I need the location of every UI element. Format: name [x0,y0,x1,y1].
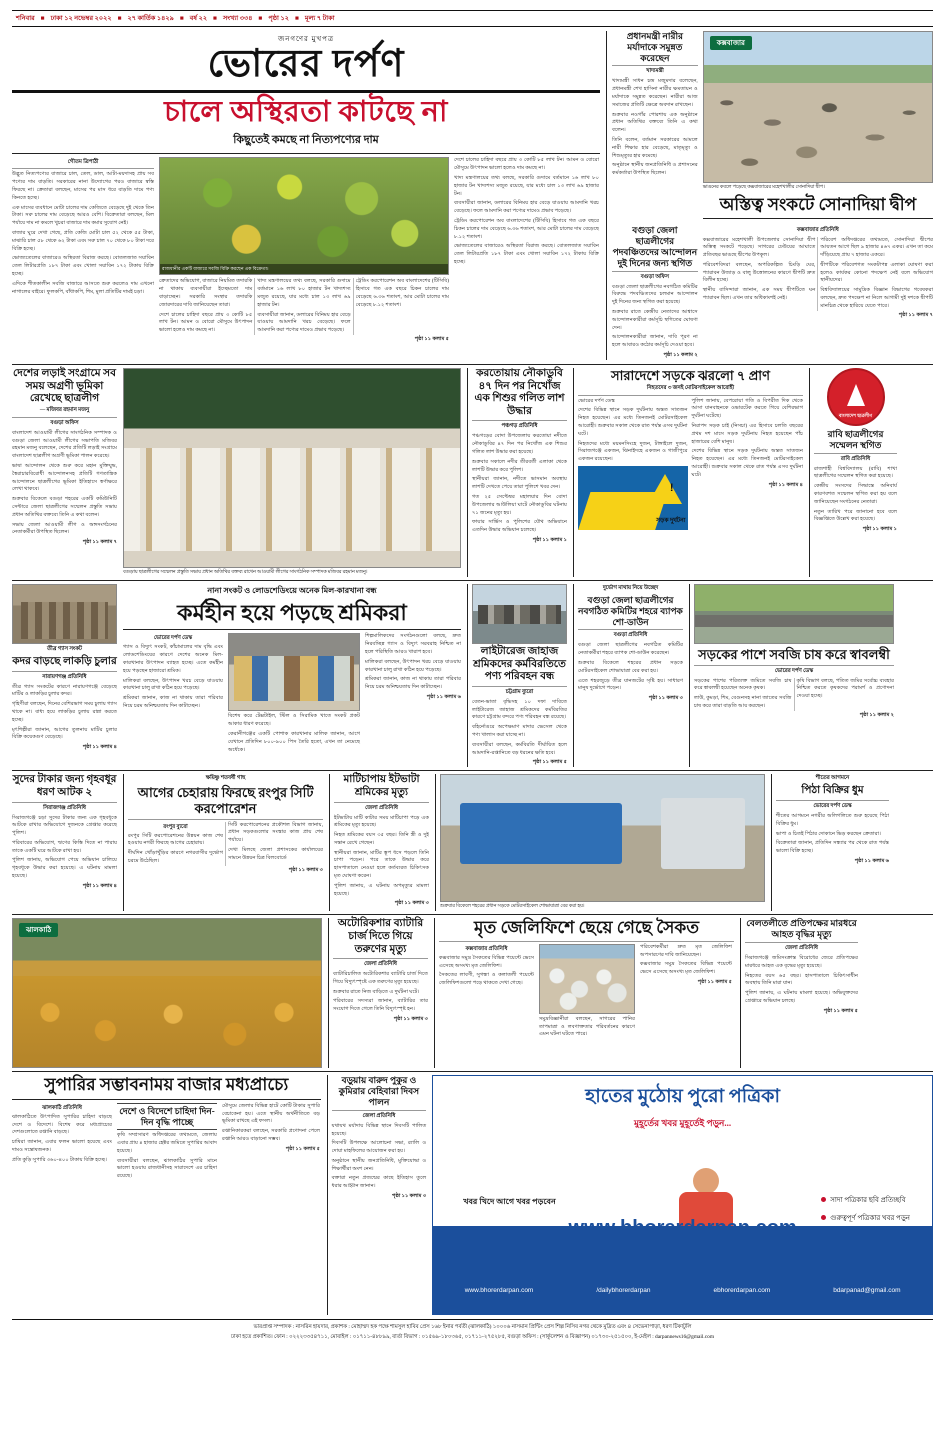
roadside-veg-jump: পৃষ্ঠা ১১ কলাম ২ [859,711,894,718]
paragraph: অনুষ্ঠানে স্থানীয় জনপ্রতিনিধি ও প্রশাসনের কর্মকর্তারা উপস্থিত ছিলেন। [612,162,698,177]
workers-byline: ভোরের দর্পণ ডেস্ক [153,635,193,642]
lead2-photo [123,368,461,568]
masthead-price: মূল্য ৭ টাকা [304,15,335,22]
bogura-headline: বগুড়া জেলা ছাত্রলীগের নবগঠিত কমিটির শহরে ব্যাপক শো-ডাউন [578,594,683,627]
supari-subhead: দেশে ও বিদেশে চাহিদা দিন-দিন বৃদ্ধি পাচ্ছে [117,1103,217,1131]
rangpur-byline: রংপুর ব্যুরো [163,823,188,830]
sonadia-byline: কক্সবাজার প্রতিনিধি [796,227,839,234]
supari-body1 [12,1103,112,1183]
paragraph: শুক্রবার বিকেলে শহরের প্রধান সড়কে মোটরসাইকেল শোভাযাত্রা বের করা হয়। [578,659,683,674]
paragraph: গ্যাস ও বিদ্যুৎ সংকট, কাঁচামালের দাম বৃদ্ধি এবং লোডশেডিংয়ের কারণে দেশের অনেক মিল-কারখানার উৎপাদন ব্যাহত হচ্ছে। এতে কর্মহীন হয়ে পড়ছেন হাজারো শ্রমিক। [123,644,223,674]
rangpur-body [128,822,323,867]
lead2-headline: দেশের লড়াই সংগ্রামে সব সময় অগ্রণী ভূমিকা রেখেছে ছাত্রলীগ [13,367,116,405]
roadside-veg-byline: ভোরের দর্পণ ডেস্ক [774,667,814,674]
road-deaths-headline: সারাদেশে সড়কে ঝরলো ৭ প্রাণ [611,367,770,383]
lead-body-col3 [454,157,599,344]
lead-body-col1 [12,157,154,344]
paragraph: স্থানীয়রা জানান, নদীতে ভাসমান অবস্থায় লাশটি দেখতে পেয়ে তারা পুলিশে খবর দেন। [472,476,567,491]
jellyfish-photo [539,944,635,1014]
clay-stove-photo [12,584,117,644]
badge-label: বাংলাদেশ ছাত্রলীগ [838,412,873,418]
paragraph: কেরানীগঞ্জের একটি পোশাক কারখানার মালিক জানান, আগে যেখানে প্রতিদিন ৮০০-৯০০ পিস তৈরি হতো, এখন তা নেমেছে অর্ধেকে। [228,730,360,753]
paragraph: সিটি করপোরেশনের প্রকৌশল বিভাগ জানায়, প্রধান সড়কগুলোর সংস্কার কাজ প্রায় শেষ পর্যায়ে। [228,821,323,844]
paragraph: রপ্তানিকারকরা বলছেন, সরকারি প্রণোদনা পেলে রপ্তানি আরও বাড়ানো সম্ভব। [222,1128,320,1142]
paragraph: বিক্রেতারা জানান, প্রতিদিন সন্ধ্যার পর থেকে রাত পর্যন্ত ভালো বিক্রি হচ্ছে। [776,840,889,855]
supari-body3 [222,1103,320,1183]
lead-body-col2 [159,278,449,335]
promo-title: হাতের মুঠোয় পুরো পত্রিকা [585,1086,780,1108]
promo-bullet-2: গুরুত্বপূর্ণ পত্রিকার খবর পড়ুন [830,1214,910,1223]
korotoa-jump: পৃষ্ঠা ১১ কলাম ১ [532,536,567,543]
beltola-jump: পৃষ্ঠা ১১ কলাম ৫ [823,1007,858,1014]
beltola-byline: জেলা প্রতিনিধি [785,944,818,951]
paragraph: রংপুর সিটি করপোরেশনের উন্নয়ন কাজ শেষ হওয়ায় নগরী ফিরছে আগের চেহারায়। [128,832,223,847]
treeday-jump: পৃষ্ঠা ১১ কলাম ৩ [391,1193,427,1200]
paragraph: কক্সবাজারের মহেশখালী উপজেলার সোনাদিয়া দ্বীপ অস্তিত্ব সংকটে পড়েছে। সাগরের ঢেউয়ের আঘাতে প্রতিবছর ভাঙছে দ্বীপের উপকূল। [702,236,816,259]
paragraph: পঞ্চগড়ের বোদা উপজেলায় করতোয়া নদীতে নৌকাডুবির ৪৭ দিন পর নিখোঁজ এক শিশুর গলিত লাশ উদ্ধার করা হয়েছে। [472,433,567,455]
lead2-jump: পৃষ্ঠা ১১ কলাম ৭ [82,539,117,546]
workers-kicker: নানা সংকট ও লোডশেডিংয়ে অনেক মিল-কারখানা বন্ধ [207,585,377,595]
paragraph: পরিবারের অভিযোগ, ঋণের কিস্তি দিতে না পারায় তাকে একটি ঘরে আটকে রাখা হয়। [12,839,117,854]
promo-links[interactable] [433,1287,932,1294]
paragraph: প্রতি কুড়ি সুপারি ৩৬০-৪০০ টাকায় বিক্রি হচ্ছে। [12,1156,107,1163]
paragraph: বগুড়া জেলা ছাত্রলীগের নবগঠিত কমিটির বিরুদ্ধে পদবঞ্চিতদের চলমান আন্দোলন দুই দিনের জন্য স্থগিত করা হয়েছে। [612,283,698,306]
masthead-date-bn: ঢাকা ১২ নভেম্বর ২০২২ [50,15,112,22]
paragraph: এক মাসের ব্যবধানে মোটা চালের দাম কেজিতে বেড়েছে দুই থেকে তিন টাকা। সরু চালের দাম বেড়েছে আরও বেশি। বিক্রেতারা বলছেন, মিল পর্যায়ে দাম না কমলে খুচরা বাজারে দাম কমার সুযোগ নেই। [12,204,154,227]
paragraph: গৃহিণীরা বলছেন, দিনের বেশিরভাগ সময় চুলায় গ্যাস থাকে না। বাধ্য হয়ে লাকড়ির চুলায় রান্না করতে হচ্ছে। [12,701,117,723]
paragraph: বক্তারা নতুন প্রজন্মের কাছে ইতিহাস তুলে ধরার আহ্বান জানান। [331,1175,427,1190]
paragraph: দেশের বিভিন্ন স্থানে সড়ক দুর্ঘটনায় অন্তত সাতজন নিহত হয়েছেন। এর মধ্যে তিনজনই মোটরসাইকেল আরোহী। শুক্রবার সকাল থেকে রাত পর্যন্ত এসব দুর্ঘটনা ঘটে। [578,407,688,437]
masthead-pages: পৃষ্ঠা ১২ [268,15,289,22]
rangpur-jump: পৃষ্ঠা ১১ কলাম ৩ [288,867,323,874]
paragraph: দিবসটি উপলক্ষে আলোচনা সভা, র‍্যালি ও দোয়া মাহফিলের আয়োজন করা হয়। [331,1140,427,1155]
paragraph: শ্রমিকরা জানান, কাজ না থাকায় তারা পরিবার নিয়ে চরম অনিশ্চয়তায় দিন কাটাচ্ছেন। [365,676,461,691]
rabi-jump: পৃষ্ঠা ১১ কলাম ১ [862,526,897,533]
workers-body2 [228,713,360,754]
paragraph: স্থানীয়রা জানান, মাটির স্তূপ ধসে পড়লে তিনি চাপা পড়েন। পরে তাকে উদ্ধার করে হাসপাতালে নেওয়া হলে কর্তব্যরত চিকিৎসক মৃত ঘোষণা করেন। [334,849,429,880]
paragraph: ভোজ্যতেলের বাজারেও অস্থিরতা বিরাজ করছে। বোতলজাত সয়াবিন তেল লিটারপ্রতি ১৮৭ টাকা এবং খোলা সয়াবিন ১৭২ টাকায় বিক্রি হচ্ছে। [12,255,154,278]
paragraph: নিহতদের মধ্যে ময়মনসিংহে দুজন, টাঙ্গাইলে দুজন, সিরাজগঞ্জে একজন, ঝিনাইদহে একজন ও গাজীপুরে একজন রয়েছেন। [578,440,688,463]
paragraph: মৃৎশিল্পীরা জানান, আগের তুলনায় মাটির চুলার বিক্রি কয়েকগুণ বেড়েছে। [12,726,117,741]
jellyfish-body1 [439,944,534,1041]
treeday-body [332,1123,427,1191]
battery-body [333,971,428,1014]
paragraph: যথাযথ মর্যাদায় বিভিন্ন স্থানে দিবসটি পালিত হয়েছে। [331,1122,427,1137]
masthead-logo [12,31,600,87]
road-deaths-body2 [692,398,804,530]
road-accident-graphic: ! সড়ক দুর্ঘটনা [578,466,688,530]
paragraph: কক্সবাজার সমুদ্র সৈকতের বিভিন্ন পয়েন্টে ভেসে এসেছে অসংখ্য মৃত জেলিফিশ। [640,961,732,976]
gas-crisis-byline: নারায়ণগঞ্জ প্রতিনিধি [42,673,87,680]
paragraph: শুক্রবার রাতে নিজ বাড়িতে এ দুর্ঘটনা ঘটে। [333,988,420,995]
paragraph: ঝালকাঠিতে উৎপাদিত সুপারির চাহিদা বাড়ছে দেশে ও বিদেশে। বিশেষ করে মধ্যপ্রাচ্যের দেশগুলোতে রপ্তানি বাড়ছে। [12,1113,112,1136]
winter-snacks-byline: ভোরের দর্পণ ডেস্ক [813,802,852,809]
lead2-body [12,430,117,537]
lead-byline: গৌতম ত্রিপাঠী [67,159,99,166]
treeday-headline: বড়ুয়ায় বারুদ পুকুর ও কুমিরার বেহিবারা দিবস পালন [338,1075,420,1107]
supari-jump: পৃষ্ঠা ১১ কলাম ৫ [285,1145,320,1152]
bus-accident-caption: শুক্রবার বিকেলে শহরের প্রধান সড়কে মোটরসাইকেল শোভাযাত্রা বের করা হয়। [440,904,585,910]
bogura-jump: পৃষ্ঠা ১১ কলাম ৩ [648,695,683,702]
rabi-headline: রাবি ছাত্রলীগের সম্মেলন স্থগিত [827,428,884,450]
paragraph: লাউ, কুমড়া, শিম, বেগুনসহ নানা জাতের সবজি চাষ করে তারা বাড়তি আয় করছেন। [694,695,792,709]
promo-advertisement[interactable] [432,1075,933,1315]
paragraph: এতে শহরজুড়ে তীব্র যানজটের সৃষ্টি হয়। সাধারণ মানুষ দুর্ভোগে পড়েন। [578,677,683,692]
sep: ■ [117,15,122,22]
paragraph: ভোজ্যতেলের বাজারেও অস্থিরতা বিরাজ করছে। বোতলজাত সয়াবিন তেল লিটারপ্রতি ১৮৭ টাকা এবং খোলা সয়াবিন ১৭২ টাকায় বিক্রি হচ্ছে। [454,243,599,265]
paragraph: সমুদ্রবিজ্ঞানীরা বলছেন, সাগরের পানির তাপমাত্রা ও লবণাক্ততার পরিবর্তনের কারণে এমন ঘটনা ঘটতে পারে। [539,1015,635,1038]
masthead-issue: সংখ্যা ৩৩৪ [222,15,253,22]
chhatraleague-headline: বগুড়া জেলা ছাত্রলীগের পদবঞ্চিতদের আন্দোলন দুই দিনের জন্য স্থগিত [612,225,698,268]
paragraph: শীতের আগমনে নগরীর অলিগলিতে শুরু হয়েছে পিঠা বিক্রির ধুম। [776,812,889,827]
paragraph: ট্রেডিং করপোরেশন অব বাংলাদেশের (টিসিবি) হিসাবে গত এক বছরে চিকন চালের দাম বেড়েছে ৬.৩৬ শতাংশ, আর মোটা চালের দাম বেড়েছে ৮.১২ শতাংশ। [355,278,449,308]
workers-body3 [365,633,461,756]
paragraph: নিহত শ্রমিকের বয়স ৩৫ বছর। তিনি স্ত্রী ও দুই সন্তান রেখে গেছেন। [334,832,429,846]
promo-subtitle: মুহূর্তের খবর মুহূর্তেই পড়ুন... [634,1118,732,1129]
paragraph: শিল্পমালিকদের সংগঠনগুলো বলছে, দ্রুত নিরবচ্ছিন্ন গ্যাস ও বিদ্যুৎ সরবরাহ নিশ্চিত না হলে পরিস্থিতি আরও খারাপ হবে। [365,633,461,655]
paragraph: পরিবারের সদস্যরা জানান, ব্যাটারির তার সংযোগ দিতে গেলে তিনি বিদ্যুৎস্পৃষ্ট হন। [333,998,428,1013]
paragraph: কৃষি সম্প্রসারণ অধিদপ্তরের তথ্যমতে, জেলায় এবার প্রায় ৪ হাজার হেক্টর জমিতে সুপারির আবাদ হয়েছে। [117,1132,217,1154]
workers-body1 [123,633,223,756]
lead2-photo-caption: বগুড়ায় ছাত্রলীগের সম্মেলন প্রস্তুতি সভায় প্রধান অতিথির বক্তব্য রাখেন আওয়ামী লীগের সাংগঠনিক সম্পাদক মজিবর রহমান মজনু। [123,569,368,575]
brickfield-byline: জেলা প্রতিনিধি [365,804,398,811]
workers-jump: পৃষ্ঠা ১১ কলাম ৬ [426,693,461,700]
page-footer [12,1319,933,1341]
paragraph: সিরাজগঞ্জে চড়া সুদের টাকার জন্য এক গৃহবধূকে আটকে রাখার অভিযোগে দুজনকে গ্রেপ্তার করেছে পুলিশ। [12,814,117,837]
paragraph: এদিকে শীতকালীন সবজি বাজারে আসতে শুরু করলেও দাম এখনো নাগালের বাইরে। ফুলকপি, বাঁধাকপি, শিম, মুলা প্রতিটির দামই চড়া। [12,280,154,295]
paragraph: ব্যবসায়ীরা বলছেন, কর্মবিরতি দীর্ঘায়িত হলে আমদানি-রপ্তানিতে বড় ধরনের ক্ষতি হবে। [472,741,567,756]
paragraph: চাষিরা জানান, এবার ফলন ভালো হয়েছে এবং দামও সন্তোষজনক। [12,1139,112,1153]
lead2-byline: — মজিবর রহমান মজনু [39,406,90,413]
gas-crisis-kicker: তীব্র গ্যাস সংকট [47,645,82,652]
sonadia-photo [703,31,933,183]
paragraph: বাজার ঘুরে দেখা গেছে, প্রতি কেজি মোটা চাল ৫২ থেকে ৫৫ টাকা, মাঝারি চাল ৫৮ থেকে ৬২ টাকা এবং সরু চাল ৭০ থেকে ৮০ টাকা দরে বিক্রি হচ্ছে। [12,230,154,252]
chhatraleague-byline: বগুড়া অফিস [640,273,669,280]
paragraph: খাদ্য মন্ত্রণালয়ের তথ্য বলছে, সরকারি গুদামে বর্তমানে ১৬ লাখ ৮০ হাজার টন খাদ্যশস্য মজুত রয়েছে, যার মধ্যে চাল ১৩ লাখ ৬৯ হাজার টন। [257,278,351,308]
paragraph: শুক্রবার রাতে কেন্দ্রীয় নেতাদের আশ্বাসে আন্দোলনকারীরা কর্মসূচি স্থগিতের ঘোষণা দেন। [612,308,698,331]
paragraph: দেশে চালের চাহিদা বছরে প্রায় ৩ কোটি ৮৫ লাখ টন। আমন ও বোরো মৌসুমে উৎপাদন ভালো হলেও দাম কমছে না। [454,157,599,172]
gas-crisis-headline: কদর বাড়ছে লাকড়ি চুলার [12,655,117,667]
lighterage-byline: চট্টগ্রাম ব্যুরো [505,688,534,695]
roadside-veg-body [694,678,894,711]
paragraph: ফায়ার সার্ভিস ও পুলিশের যৌথ অভিযানে এতদিন উদ্ধার অভিযান চলেছে। [472,519,567,534]
paragraph: দেশের বিভিন্ন স্থানে সড়ক দুর্ঘটনায় অন্তত সাতজন নিহত হয়েছেন। এর মধ্যে তিনজনই মোটরসাইকেল আরোহী। শুক্রবার সকাল থেকে রাত পর্যন্ত এসব দুর্ঘটনা ঘটে। [691,448,803,478]
paragraph: ব্যাটারিচালিত অটোরিকশার ব্যাটারি চার্জ দিতে গিয়ে বিদ্যুৎস্পৃষ্টে এক তরুণের মৃত্যু হয়েছে। [333,971,428,985]
treeday-byline: জেলা প্রতিনিধি [362,1112,396,1119]
right-top-body [612,78,698,178]
lead-photo-caption: রাজধানীর একটি বাজারে সবজি বিক্রি করছেন এক বিক্রেতা। [160,264,448,274]
masthead-date-bs: ২৭ কার্তিক ১৪২৯ [127,15,174,22]
paragraph: ট্রেডিং করপোরেশন অব বাংলাদেশের (টিসিবি) হিসাবে গত এক বছরে চিকন চালের দাম বেড়েছে ৬.৩৬ শতাংশ, আর মোটা চালের দাম বেড়েছে ৮.১২ শতাংশ। [454,217,599,240]
paragraph: বেতন-ভাতা বৃদ্ধিসহ ১০ দফা দাবিতে লাইটারেজ জাহাজ শ্রমিকদের কর্মবিরতির কারণে চট্টগ্রাম বন্দরে পণ্য পরিবহন বন্ধ রয়েছে। [472,698,567,721]
promo-link-email[interactable]: bdarpanad@gmail.com [833,1287,901,1295]
lead-photo [159,157,449,275]
lead-headline: চালে অস্থিরতা কাটছে না [164,96,448,128]
road-deaths-subhead: নিহতদের ৩ জনই মোটরসাইকেল আরোহী [646,384,735,391]
roadside-veg-headline: সড়কের পাশে সবজি চাষ করে স্বাবলম্বী [698,646,890,662]
paragraph: খাদ্য মন্ত্রণালয়ের তথ্য বলছে, সরকারি গুদামে বর্তমানে ১৬ লাখ ৮০ হাজার টন খাদ্যশস্য মজুত রয়েছে, যার মধ্যে চাল ১৩ লাখ ৬৯ হাজার টন। [454,174,599,197]
brickfield-headline: মাটিচাপায় ইটভাটা শ্রমিকের মৃত্যু [343,774,420,798]
paragraph: বহির্নোঙরে অপেক্ষমাণ মাদার ভেসেল থেকে পণ্য খালাস করা যাচ্ছে না। [472,724,567,738]
beltola-body [745,955,858,1006]
paragraph: শ্রমিকরা জানান, কাজ না থাকায় তারা পরিবার নিয়ে চরম অনিশ্চয়তায় দিন কাটাচ্ছেন। [123,695,223,710]
byline: ভোরের দর্পণ ডেস্ক [578,397,615,404]
paragraph: অনুষ্ঠানে স্থানীয় জনপ্রতিনিধি, মুক্তিযোদ্ধা ও শিক্ষার্থীরা অংশ নেন। [331,1157,427,1172]
paragraph: পুলিশ জানায়, বেপরোয়া গতি ও বিপরীত দিক থেকে আসা যানবাহনকে ওভারটেক করতে গিয়ে বেশিরভাগ দুর্ঘটনা ঘটেছে। [691,397,803,420]
masthead-info-bar [12,10,933,27]
korotoa-body [472,433,567,535]
paragraph: পুলিশ জানায়, এ ঘটনায় অপমৃত্যুর মামলা হয়েছে। [334,882,429,897]
bank-money-body [12,815,117,881]
rabi-byline: রাবি প্রতিনিধি [840,455,871,462]
paragraph: পরিবেশকর্মীরা দ্রুত মৃত জেলিফিশ অপসারণের দাবি জানিয়েছেন। [640,943,732,958]
roadside-veg-photo [694,584,894,644]
jellyfish-body3 [640,944,732,1041]
rangpur-kicker: ক্ষয়িষ্ণু শতবর্ষী গাছ [205,775,246,782]
promo-left-text: খবর খিদে আগে খবর পড়বেন [463,1197,556,1207]
paragraph: ব্যবসায়ীরা বলছেন, ঝালকাঠির সুপারি মানে ভালো হওয়ায় রাজধানীসহ সারাদেশে এর চাহিদা রয়েছে। [117,1157,217,1180]
lead2-source: বগুড়া অফিস [50,419,79,426]
paragraph: শুক্রবার নওগাঁর পোরশায় এক অনুষ্ঠানে প্রধান অতিথির বক্তব্যে তিনি এ কথা বলেন। [612,111,698,134]
winter-snacks-headline: পিঠা বিক্রির ধুম [801,785,864,797]
brickfield-jump: পৃষ্ঠা ১১ কলাম ৩ [394,900,429,907]
jellyfish-jump: পৃষ্ঠা ১১ কলাম ৫ [697,978,732,985]
chhatraleague-body [612,284,698,350]
road-deaths-body [578,398,688,464]
sep: ■ [258,15,263,22]
sep: ■ [40,15,45,22]
battery-jump: পৃষ্ঠা ১১ কলাম ৩ [393,1016,428,1023]
paragraph: আন্দোলনকারীরা জানান, দাবি পূরণ না হলে আবারও কঠোর কর্মসূচি দেওয়া হবে। [612,334,698,349]
paragraph: পরিবেশ অধিদপ্তরের তথ্যমতে, সোনাদিয়া দ্বীপের আয়তন আগে ছিল ৯ হাজার ৪৬৭ একর। এখন তা কমে দাঁড়িয়েছে প্রায় ৭ হাজার একরে। [820,236,933,259]
lead-jump: পৃষ্ঠা ১১ কলাম ৫ [414,335,449,342]
photo-location-label: কক্সবাজার [710,36,752,50]
korotoa-headline: করতোয়ায় নৌকাডুবি ৪৭ দিন পর নিখোঁজ এক শিশুর গলিত লাশ উদ্ধার [474,367,565,417]
paragraph: বিশেষ করে টেক্সটাইল, স্টিল ও সিরামিক খাতে সংকট প্রকট আকার ধারণ করেছে। [228,713,360,728]
right-top-kicker: খাদ্যমন্ত্রী [645,68,664,75]
paragraph: পুলিশ জানায়, এ ঘটনায় মামলা হয়েছে। অভিযুক্তদের গ্রেপ্তারে অভিযান চলছে। [745,990,858,1004]
right-top-headline: প্রধানমন্ত্রী নারীর মর্যাদাকে সমুন্নত করেছেন [626,31,683,63]
chhatra-league-logo-icon [827,368,885,426]
korotoa-byline: পঞ্চগড় প্রতিনিধি [501,423,538,430]
paragraph: কৃষি বিভাগ বলছে, পতিত জমির সর্বোচ্চ ব্যবহার নিশ্চিত করতে কৃষকদের পরামর্শ ও প্রণোদনা দেওয়া হচ্ছে। [796,677,894,700]
paragraph: পুলিশ জানায়, অভিযোগ পেয়ে অভিযান চালিয়ে গৃহবধূকে উদ্ধার করা হয়েছে। এ ঘটনায় মামলা হয়েছে। [12,857,117,880]
paragraph: মালিকরা বলছেন, উৎপাদন খরচ বেড়ে যাওয়ায় কারখানা চালু রাখা কঠিন হয়ে পড়েছে। [365,658,461,673]
gas-crisis-body [12,684,117,743]
gas-crisis-jump: পৃষ্ঠা ১১ কলাম ৪ [82,744,117,751]
promo-bullet-1: সাদা পত্রিকার ছবি প্রতিচ্ছবি [830,1196,906,1205]
paragraph: কক্সবাজার সমুদ্র সৈকতের বিভিন্ন পয়েন্টে ভেসে এসেছে অসংখ্য মৃত জেলিফিশ। [439,954,534,969]
beltola-headline: বেলতলীতে প্রতিপক্ষের মারধরে আহত বৃদ্ধির মৃত্যু [746,918,857,940]
footer-line-1: ভারপ্রাপ্ত সম্পাদক : নাসরিন হায়দার, প্রকাশক : মোহাম্মদ হক পক্ষে শামসুল হাবিব প্রেস ১৬৮ ইনার পর্বতী (ঝালকাঠি) ১০০০৬ নাসমান প্রিন্টিং প্রেস শিল্প নিসিব নগর থেকে মুদ্রিত এবং ৪ সেভেনাপাড়া, ধরণ টিকাটুলি [253,1324,692,1331]
paragraph: দীর্ঘদিন খোঁড়াখুঁড়ির কারণে নগরবাসীর দুর্ভোগ চরমে উঠেছিল। [128,850,223,864]
sonadia-photo-caption: ভাঙনের কবলে পড়েছে কক্সবাজারের মহেশখালীর সোনাদিয়া দ্বীপ। [702,185,825,190]
bank-money-headline: সুদের টাকার জন্য গৃহবধূর ধরণ আটক ২ [12,774,117,798]
paragraph: রাজশাহী বিশ্ববিদ্যালয় (রাবি) শাখা ছাত্রলীগের সম্মেলন স্থগিত করা হয়েছে। [814,465,897,480]
paragraph: নিরাপদ সড়ক চাই (নিসচা) এর হিসাবে চলতি বছরের প্রথম দশ মাসে সড়ক দুর্ঘটনায় নিহত হয়েছেন পাঁচ হাজারের বেশি মানুষ। [691,422,803,445]
paragraph: শুক্রবার বিকেলে বগুড়া শহরের একটি কমিউনিটি সেন্টারে জেলা ছাত্রলীগের সম্মেলন প্রস্তুতি সভায় প্রধান অতিথির বক্তব্যে তিনি এ কথা বলেন। [12,496,117,518]
jellyfish-body2 [539,1016,635,1039]
paragraph: ভাষা আন্দোলন থেকে শুরু করে মহান মুক্তিযুদ্ধ, স্বৈরাচারবিরোধী আন্দোলনসহ প্রতিটি গণতান্ত্রিক আন্দোলনে ছাত্রলীগের ভূমিকা ইতিহাসে স্বর্ণাক্ষরে লেখা থাকবে। [12,462,117,493]
battery-byline: জেলা প্রতিনিধি [364,961,397,968]
footer-line-2: ঢাকা হতে প্রকাশিত। ফোন : ০২২২৩৩৫৪৭১১, মোবাইল : ০১৭১১-৪৮৮৯৯, বার্তা বিভাগ : ০১৫৬৯-১৮০৩৬৫, ০১৭১১-২৭৫২৮৫, বগুড়া অফিস : (সার্কুলেশন ও বিজ্ঞাপন) ০১৭৩০-২৫১৫০০, ই-মেইল : darpannews16@gmail.com [230,1333,715,1340]
paragraph: পরিবেশবিদরা বলছেন, অপরিকল্পিত চিংড়ি ঘের, প্যারাবন উজাড় ও বালু উত্তোলনের কারণে দ্বীপটি দ্রুত বিলীন হচ্ছে। [702,261,816,284]
lighterage-body [472,699,567,758]
promo-link-website[interactable]: www.bhorerdarpan.com [464,1287,534,1295]
brickfield-body [334,815,429,899]
rangpur-headline: আগের চেহারায় ফিরছে রংপুর সিটি করপোরেশন [137,785,314,816]
paragraph: সড়কের পাশের পরিত্যক্ত জমিতে সবজি চাষ করে স্বাবলম্বী হয়েছেন অনেক কৃষক। [694,677,792,692]
supari-photo [12,918,322,1068]
supari-headline: সুপারির সম্ভাবনাময় বাজার মধ্যপ্রাচ্যে [44,1075,289,1095]
rabi-body [814,466,897,525]
sep: ■ [179,15,184,22]
paragraph: নতুন তারিখ পরে জানানো হবে বলে বিজ্ঞপ্তিতে উল্লেখ করা হয়েছে। [814,508,897,523]
paragraph: সিরাজগঞ্জে জমিসংক্রান্ত বিরোধের জেরে প্রতিপক্ষের মারধরে আহত এক বৃদ্ধের মৃত্যু হয়েছে। [745,954,858,969]
lighterage-jump: পৃষ্ঠা ১১ কলাম ৫ [532,759,567,766]
masthead-day: শনিবার [16,15,35,22]
masthead-kicker: জনগণের মুখপত্র [277,35,335,43]
paragraph: নিহতের বয়স ৬৫ বছর। হাসপাতালে চিকিৎসাধীন অবস্থায় তিনি মারা যান। [745,972,858,987]
paragraph: মালিকরা বলছেন, উৎপাদন খরচ বেড়ে যাওয়ায় কারখানা চালু রাখা কঠিন হয়ে পড়েছে। [123,677,223,692]
winter-snacks-body [776,813,889,856]
promo-link-facebook[interactable]: /dailybhorerdarpan [596,1287,651,1295]
bank-money-jump: পৃষ্ঠা ১১ কলাম ৪ [82,882,117,889]
winter-snacks-jump: পৃষ্ঠা ১১ কলাম ৬ [854,857,889,864]
paragraph: সভায় জেলা আওয়ামী লীগ ও অঙ্গসংগঠনের নেতাকর্মীরা উপস্থিত ছিলেন। [12,521,117,536]
paragraph: দেশে চালের চাহিদা বছরে প্রায় ৩ কোটি ৮৫ লাখ টন। আমন ও বোরো মৌসুমে উৎপাদন ভালো হলেও দাম কমছে না। [159,311,253,334]
bogura-byline: বগুড়া প্রতিনিধি [613,632,648,639]
sep: ■ [213,15,217,22]
paragraph: তিনি বলেন, বর্তমান সরকারের আমলে নারী শিক্ষার হার বেড়েছে, মাতৃমৃত্যু ও শিশুমৃত্যুর হার কমেছে। [612,136,698,159]
road-deaths-jump: পৃষ্ঠা ১১ কলাম ৪ [768,481,803,488]
paragraph: কেন্দ্রীয় সংসদের সিদ্ধান্তে অনিবার্য কারণবশত সম্মেলন স্থগিত করা হয় বলে জানিয়েছেন সংগঠনের নেতারা। [814,483,897,505]
paragraph: মৌসুমে জেলার বিভিন্ন হাটে কোটি টাকার সুপারি বেচাকেনা হয়। এতে স্থানীয় অর্থনীতিতে বড় ভূমিকা রাখছে এই ফসল। [222,1102,320,1125]
paragraph: স্থানীয় বাসিন্দারা জানান, এক সময় দ্বীপটিতে ঘন প্যারাবন ছিল। এখন তার অধিকাংশই নেই। [702,287,816,302]
paragraph: বিশ্ববিদ্যালয়ের সামুদ্রিক বিজ্ঞান বিভাগের গবেষকরা বলছেন, দ্রুত পদক্ষেপ না নিলে আগামী দুই দশকে দ্বীপটি মানচিত্র থেকে হারিয়ে যেতে পারে। [820,287,933,309]
paragraph: খাদ্যমন্ত্রী সাধন চন্দ্র মজুমদার বলেছেন, প্রধানমন্ত্রী শেখ হাসিনা নারীর ক্ষমতায়ন ও মর্যাদাকে সমুন্নত করেছেন। নারীরা আজ সমাজের প্রতিটি ক্ষেত্রে অবদান রাখছেন। [612,78,698,108]
supari-body2 [117,1132,217,1181]
paragraph: ব্যবসায়ীরা জানান, ডলারের বিনিময় হার বেড়ে যাওয়ায় আমদানি খরচ বেড়েছে। ফলে আমদানি করা পণ্যের দামেও প্রভাব পড়েছে। [257,311,351,334]
workers-photo [228,633,360,711]
winter-snacks-kicker: শীতের আগমনে [815,775,850,782]
sonadia-headline: অস্তিত্ব সংকটে সোনাদিয়া দ্বীপ [719,195,917,214]
lighterage-photo [472,584,567,644]
paragraph: সৈকতের লাবণী, সুগন্ধা ও কলাতলী পয়েন্টে জেলিফিশগুলো পড়ে থাকতে দেখা গেছে। [439,972,534,987]
battery-headline: অটোরিকশার ব্যাটারি চার্জ দিতে গিয়ে তরুণের মৃত্যু [337,918,424,955]
paragraph: ব্যবসায়ীরা জানান, ডলারের বিনিময় হার বেড়ে যাওয়ায় আমদানি খরচ বেড়েছে। ফলে আমদানি করা পণ্যের দামেও প্রভাব পড়েছে। [454,200,599,215]
sonadia-jump: পৃষ্ঠা ১১ কলাম ৭ [898,311,933,318]
paragraph: গত ২৫ সেপ্টেম্বর মহালয়ার দিন বোদা উপজেলার আউলিয়া ঘাটে নৌকাডুবির ঘটনায় ৭১ জনের মৃত্যু হয়। [472,493,567,516]
bogura-kicker: দুর্ভোগ মাথায় নিয়ে উচ্ছেদ [602,584,659,591]
road-accident-label: সড়ক দুর্ঘটনা [656,517,686,524]
bank-money-byline: সিরাজগঞ্জ প্রতিনিধি [43,804,86,811]
lighterage-headline: লাইটারেজ জাহাজ শ্রমিকদের কর্মবিরতিতে পণ্য পরিবহন বন্ধ [473,645,566,683]
bus-accident-photo [440,774,765,902]
masthead-volume: বর্ষ ২২ [189,15,208,22]
supari-byline: ঝালকাঠি প্রতিনিধি [42,1104,82,1111]
paragraph: দ্বীপটিকে পরিবেশগত সংকটাপন্ন এলাকা ঘোষণা করা হলেও কার্যকর কোনো পদক্ষেপ নেই বলে অভিযোগ স্থানীয়দের। [820,261,933,284]
promo-link-epaper[interactable]: ebhorerdarpan.com [713,1287,771,1295]
newspaper-title: ভোরের দর্পণ [207,43,405,85]
photo-location-label: ঝালকাঠি [19,923,58,937]
paragraph: বগুড়া জেলা ছাত্রলীগের নবগঠিত কমিটির নেতাকর্মীরা শহরে ব্যাপক শো-ডাউন করেছেন। [578,642,683,657]
rangpur-note: দেখা মিলছে জেলা প্রশাসকের কার্যালয়ের সামনে উন্নয়ন চিত্র বিলবোর্ডে [228,846,323,861]
paragraph: শুক্রবার সকালে নদীর তীরবর্তী এলাকা থেকে লাশটি উদ্ধার করে পুলিশ। [472,458,567,473]
bogura-body [578,642,683,693]
workers-headline: কর্মহীন হয়ে পড়ছে শ্রমিকরা [177,599,407,625]
paragraph: ভাপা ও চিতই পিঠার দোকানে ভিড় করছেন ক্রেতারা। [776,830,881,837]
jellyfish-byline: কক্সবাজার প্রতিনিধি [465,945,508,952]
sep: ■ [294,15,299,22]
paragraph: উদ্ভূত নিত্যপণ্যের বাজারে চাল, তেল, ডাল, আটা-ময়দাসহ প্রায় সব পণ্যের দাম বাড়তি। সরকারের নানা উদ্যোগের পরও বাজারে স্বস্তি ফিরছে না। ক্রেতারা বলছেন, মাসের পর মাস ধরে বাড়তি দামে পণ্য কিনতে হচ্ছে। [12,171,154,201]
paragraph: ইটভাটায় মাটি কাটার সময় মাটিচাপা পড়ে এক শ্রমিকের মৃত্যু হয়েছে। [334,814,429,829]
paragraph: বাংলাদেশ আওয়ামী লীগের সাংগঠনিক সম্পাদক ও বগুড়া জেলা আওয়ামী লীগের সভাপতি মজিবর রহমান মজনু বলেছেন, দেশের প্রতিটি লড়াই সংগ্রামে বাংলাদেশ ছাত্রলীগ অগ্রণী ভূমিকা পালন করেছে। [12,429,117,460]
lead-subhead: কিছুতেই কমছে না নিত্যপণ্যের দাম [233,134,379,147]
paragraph: তীব্র গ্যাস সংকটের কারণে নারায়ণগঞ্জে বেড়েছে মাটির ও লাকড়ির চুলার কদর। [12,683,117,698]
jellyfish-headline: মৃত জেলিফিশে ছেয়ে গেছে সৈকত [474,918,699,938]
chhatraleague-jump: পৃষ্ঠা ১১ কলাম ২ [663,351,698,358]
paragraph: ক্রেতাদের অভিযোগ, বাজারে নিয়মিত তদারকি না থাকায় ব্যবসায়ীরা ইচ্ছেমতো দাম বাড়াচ্ছেন। সরকারি সংস্থার তদারকি জোরদারের দাবি জানিয়েছেন তারা। [159,278,253,308]
